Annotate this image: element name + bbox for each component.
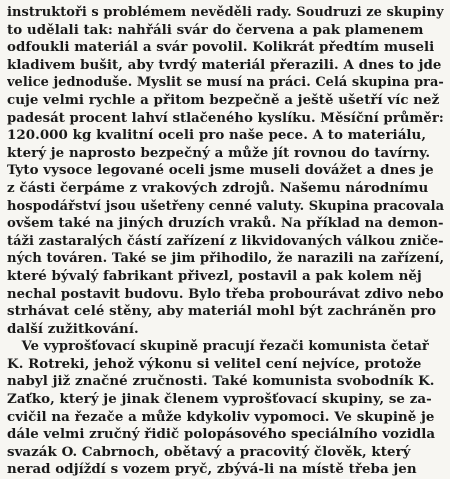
text-line: strhávat celé stěny, aby materiál mohl být zachráněn pro	[7, 303, 437, 320]
text-line: které bývalý fabrikant přivezl, postavil a pak kolem něj	[7, 267, 422, 284]
text-line: ovšem také na jiných druzích vraků. Na příklad na demon-	[7, 215, 444, 232]
text-line: hospodářství jsou ušetřeny cenné valuty. Skupina pracovala	[7, 197, 444, 214]
text-line: 120.000 kg kvalitní oceli pro naše pece. A to materiálu,	[7, 127, 427, 144]
text-line: nerad odjíždí s vozem pryč, zbývá-li na místě třeba jen	[7, 461, 417, 478]
text-line: Zaťko, který je jinak členem vyprošťovací skupiny, se za-	[7, 391, 432, 408]
text-line: Ve vyprošťovací skupině pracují řezači komunista četař	[21, 338, 429, 355]
text-line: nabyl již značné zručnosti. Také komunista svobodník K.	[7, 373, 435, 390]
text-line: svazák O. Cabrnoch, obětavý a pracovitý člověk, který	[7, 443, 411, 460]
text-line: cvičil na řezače a může kdykoliv vypomoci. Ve skupině je	[7, 408, 435, 425]
text-line: cuje velmi rychle a přitom bezpečně a ještě ušetří víc než	[7, 91, 440, 108]
text-line: kladivem bušit, aby tvrdý materiál přerazili. A dnes to jde	[7, 56, 442, 73]
text-line: instruktoři s problémem nevěděli rady. Soudruzi ze skupiny	[7, 4, 444, 20]
text-line: který je naprosto bezpečný a může jít rovnou do tavírny.	[7, 144, 431, 161]
text-line: ných továren. Také se jim přihodilo, že narazili na zařízení,	[7, 250, 444, 267]
text-line: další zužitkování.	[7, 320, 139, 337]
text-line: dále velmi zručný řidič polopásového speciálního vozidla	[7, 426, 436, 443]
text-line: padesát procent lahví stlačeného kyslíku. Měsíční průměr:	[7, 109, 444, 126]
text-line: táži zastaralých částí zařízení z likvidovaných válkou zniče-	[7, 232, 444, 249]
text-line: nechal postavit budovu. Bylo třeba probourávat zdivo nebo	[7, 285, 444, 302]
text-line: velice jednoduše. Myslit se musí na práci. Celá skupina pra-	[7, 74, 444, 91]
text-line: odfoukli materiál a svár povolil. Kolikrát předtím museli	[7, 39, 435, 56]
text-line: z části čerpáme z vrakových zdrojů. Našemu národnímu	[7, 179, 429, 196]
paragraph-1	[7, 4, 444, 338]
paragraph-2	[7, 338, 444, 479]
text-line: K. Rotreki, jehož výkonu si velitel cení nejvíce, protože	[7, 355, 422, 372]
text-line: Tyto vysoce legované oceli jsme museli dovážet a dnes je	[7, 162, 434, 179]
text-line: to udělali tak: nahřáli svár do červena a pak plamenem	[7, 21, 424, 38]
